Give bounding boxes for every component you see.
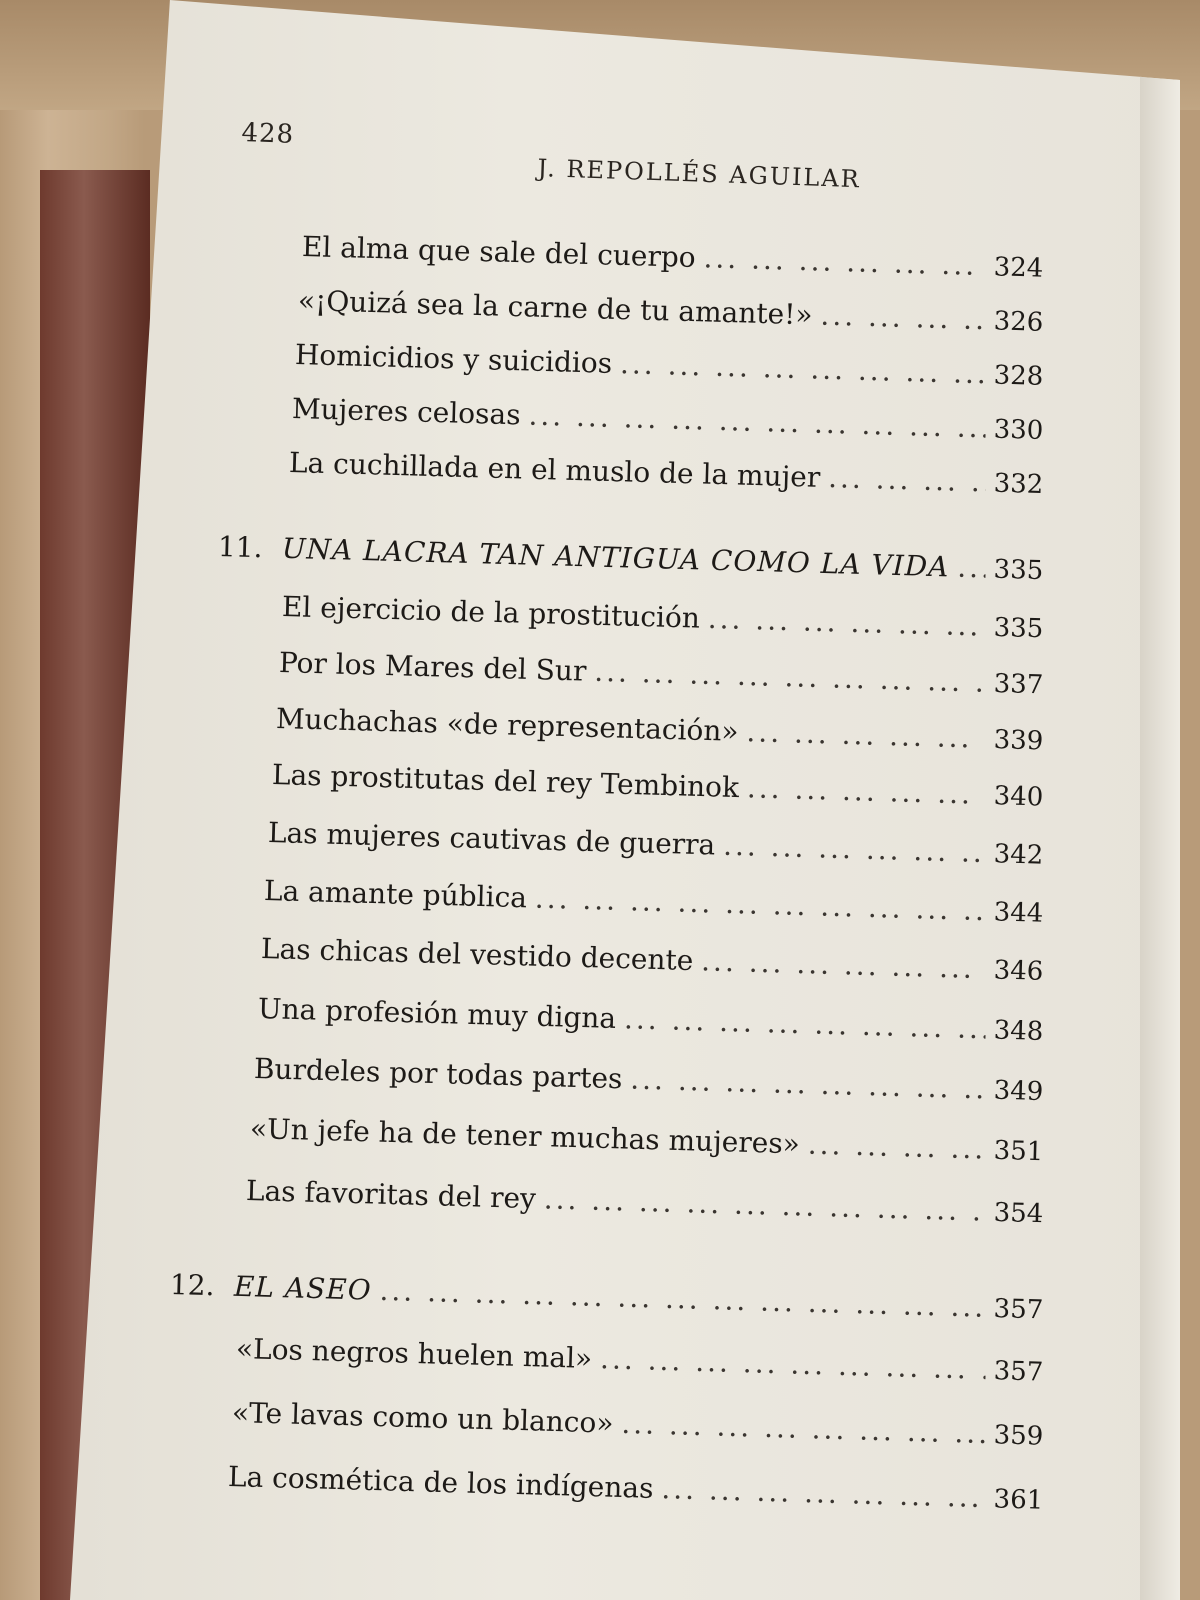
toc-entry-page: 328 — [993, 360, 1044, 392]
toc-entry-page: 342 — [993, 839, 1044, 871]
toc-entry-title: Mujeres celosas — [291, 392, 522, 432]
toc-entry-title: Las mujeres cautivas de guerra — [267, 816, 716, 862]
toc-entry-page: 351 — [993, 1135, 1044, 1168]
toc-entry-title: El alma que sale del cuerpo — [301, 230, 697, 274]
dot-leader — [701, 944, 986, 985]
toc-entry-title: La cosmética de los indígenas — [227, 1460, 654, 1505]
toc-entry-page: 337 — [993, 668, 1044, 701]
chapter-title: UNA LACRA TAN ANTIGUA COMO LA VIDA — [281, 531, 950, 584]
toc-entry-title: La amante pública — [263, 874, 528, 915]
toc-entry-page: 359 — [993, 1420, 1044, 1452]
toc-entry — [295, 338, 1043, 392]
page-number: 428 — [240, 118, 295, 150]
toc-entry — [250, 1112, 1043, 1167]
dot-leader — [957, 551, 986, 585]
toc-entry-title: «Te lavas como un blanco» — [231, 1396, 614, 1440]
toc-entry — [292, 392, 1043, 446]
dot-leader — [621, 1407, 986, 1450]
toc-entry — [302, 230, 1043, 284]
dot-leader — [820, 299, 986, 337]
dot-leader — [807, 1128, 986, 1166]
dot-leader — [620, 347, 987, 390]
toc-entry-page: 344 — [993, 897, 1044, 929]
toc-entry-title: Una profesión muy digna — [257, 992, 617, 1035]
toc-entry — [282, 590, 1043, 644]
toc-entry-page: 354 — [993, 1197, 1044, 1230]
dot-leader — [723, 829, 986, 869]
toc-entry-page: 326 — [993, 306, 1044, 338]
toc-entry — [268, 816, 1043, 871]
dot-leader — [534, 882, 986, 928]
toc-entry — [272, 758, 1043, 812]
chapter-number: 11. — [217, 530, 263, 565]
toc-entry-title: Homicidios y suicidios — [294, 338, 613, 380]
dot-leader — [703, 241, 986, 282]
toc-entry-page: 361 — [993, 1484, 1044, 1516]
toc-entry-title: Burdeles por todas partes — [253, 1052, 623, 1096]
toc-entry-title: Muchachas «de representación» — [275, 702, 740, 748]
dot-leader — [828, 461, 986, 498]
toc-chapter — [218, 530, 1043, 586]
toc-entry-title: «Un jefe ha de tener muchas mujeres» — [249, 1112, 801, 1161]
toc-entry — [258, 992, 1043, 1047]
toc-entry-title: La cuchillada en el muslo de la mujer — [288, 446, 821, 494]
toc-entry-page: 339 — [993, 725, 1044, 757]
dot-leader — [594, 655, 986, 699]
dot-leader — [543, 1182, 986, 1227]
toc-entry-page: 324 — [993, 252, 1044, 284]
toc-entry-title: Las chicas del vestido decente — [260, 932, 694, 978]
toc-entry — [246, 1174, 1043, 1229]
toc-chapter — [170, 1268, 1043, 1325]
toc-entry-page: 349 — [993, 1075, 1044, 1108]
toc-entry — [264, 874, 1043, 929]
toc-entry — [232, 1396, 1043, 1452]
chapter-number: 12. — [169, 1268, 215, 1303]
toc-entry — [289, 446, 1043, 500]
dot-leader — [630, 1063, 986, 1106]
dot-leader — [746, 715, 986, 755]
toc-entry — [236, 1332, 1043, 1387]
toc-entry-title: «Los negros huelen mal» — [235, 1332, 593, 1375]
toc-entry — [261, 932, 1043, 987]
toc-entry — [228, 1460, 1043, 1516]
dot-leader — [747, 771, 987, 811]
toc-entry-page: 357 — [993, 1356, 1044, 1388]
dot-leader — [600, 1342, 986, 1386]
dot-leader — [528, 399, 986, 445]
toc-entry — [279, 646, 1043, 700]
toc-entry — [276, 702, 1043, 756]
toc-entry-title: Las favoritas del rey — [245, 1174, 537, 1216]
toc-entry-page: 348 — [993, 1015, 1044, 1047]
toc-entry-title: Por los Mares del Sur — [278, 646, 587, 688]
toc-entry-page: 346 — [993, 955, 1044, 987]
toc-entry-title: Las prostitutas del rey Tembinok — [271, 758, 740, 805]
toc-entry-title: «¡Quizá sea la carne de tu amante!» — [297, 284, 814, 332]
toc-entry-page: 335 — [993, 554, 1044, 587]
toc-entry — [298, 284, 1043, 338]
dot-leader — [707, 602, 986, 643]
toc-entry-title: El ejercicio de la prostitución — [281, 590, 701, 635]
toc-entry-page: 330 — [993, 414, 1044, 446]
toc-entry-page: 332 — [993, 468, 1044, 501]
dot-leader — [624, 1002, 986, 1045]
chapter-title: EL ASEO — [233, 1269, 373, 1307]
toc-entry-page: 335 — [993, 612, 1044, 645]
toc-entry-page: 357 — [993, 1294, 1044, 1326]
toc-entry-page: 340 — [993, 781, 1044, 813]
dot-leader — [661, 1472, 986, 1514]
running-head-author: J. REPOLLÉS AGUILAR — [537, 154, 862, 194]
dot-leader — [379, 1274, 986, 1324]
toc-entry — [254, 1052, 1043, 1107]
